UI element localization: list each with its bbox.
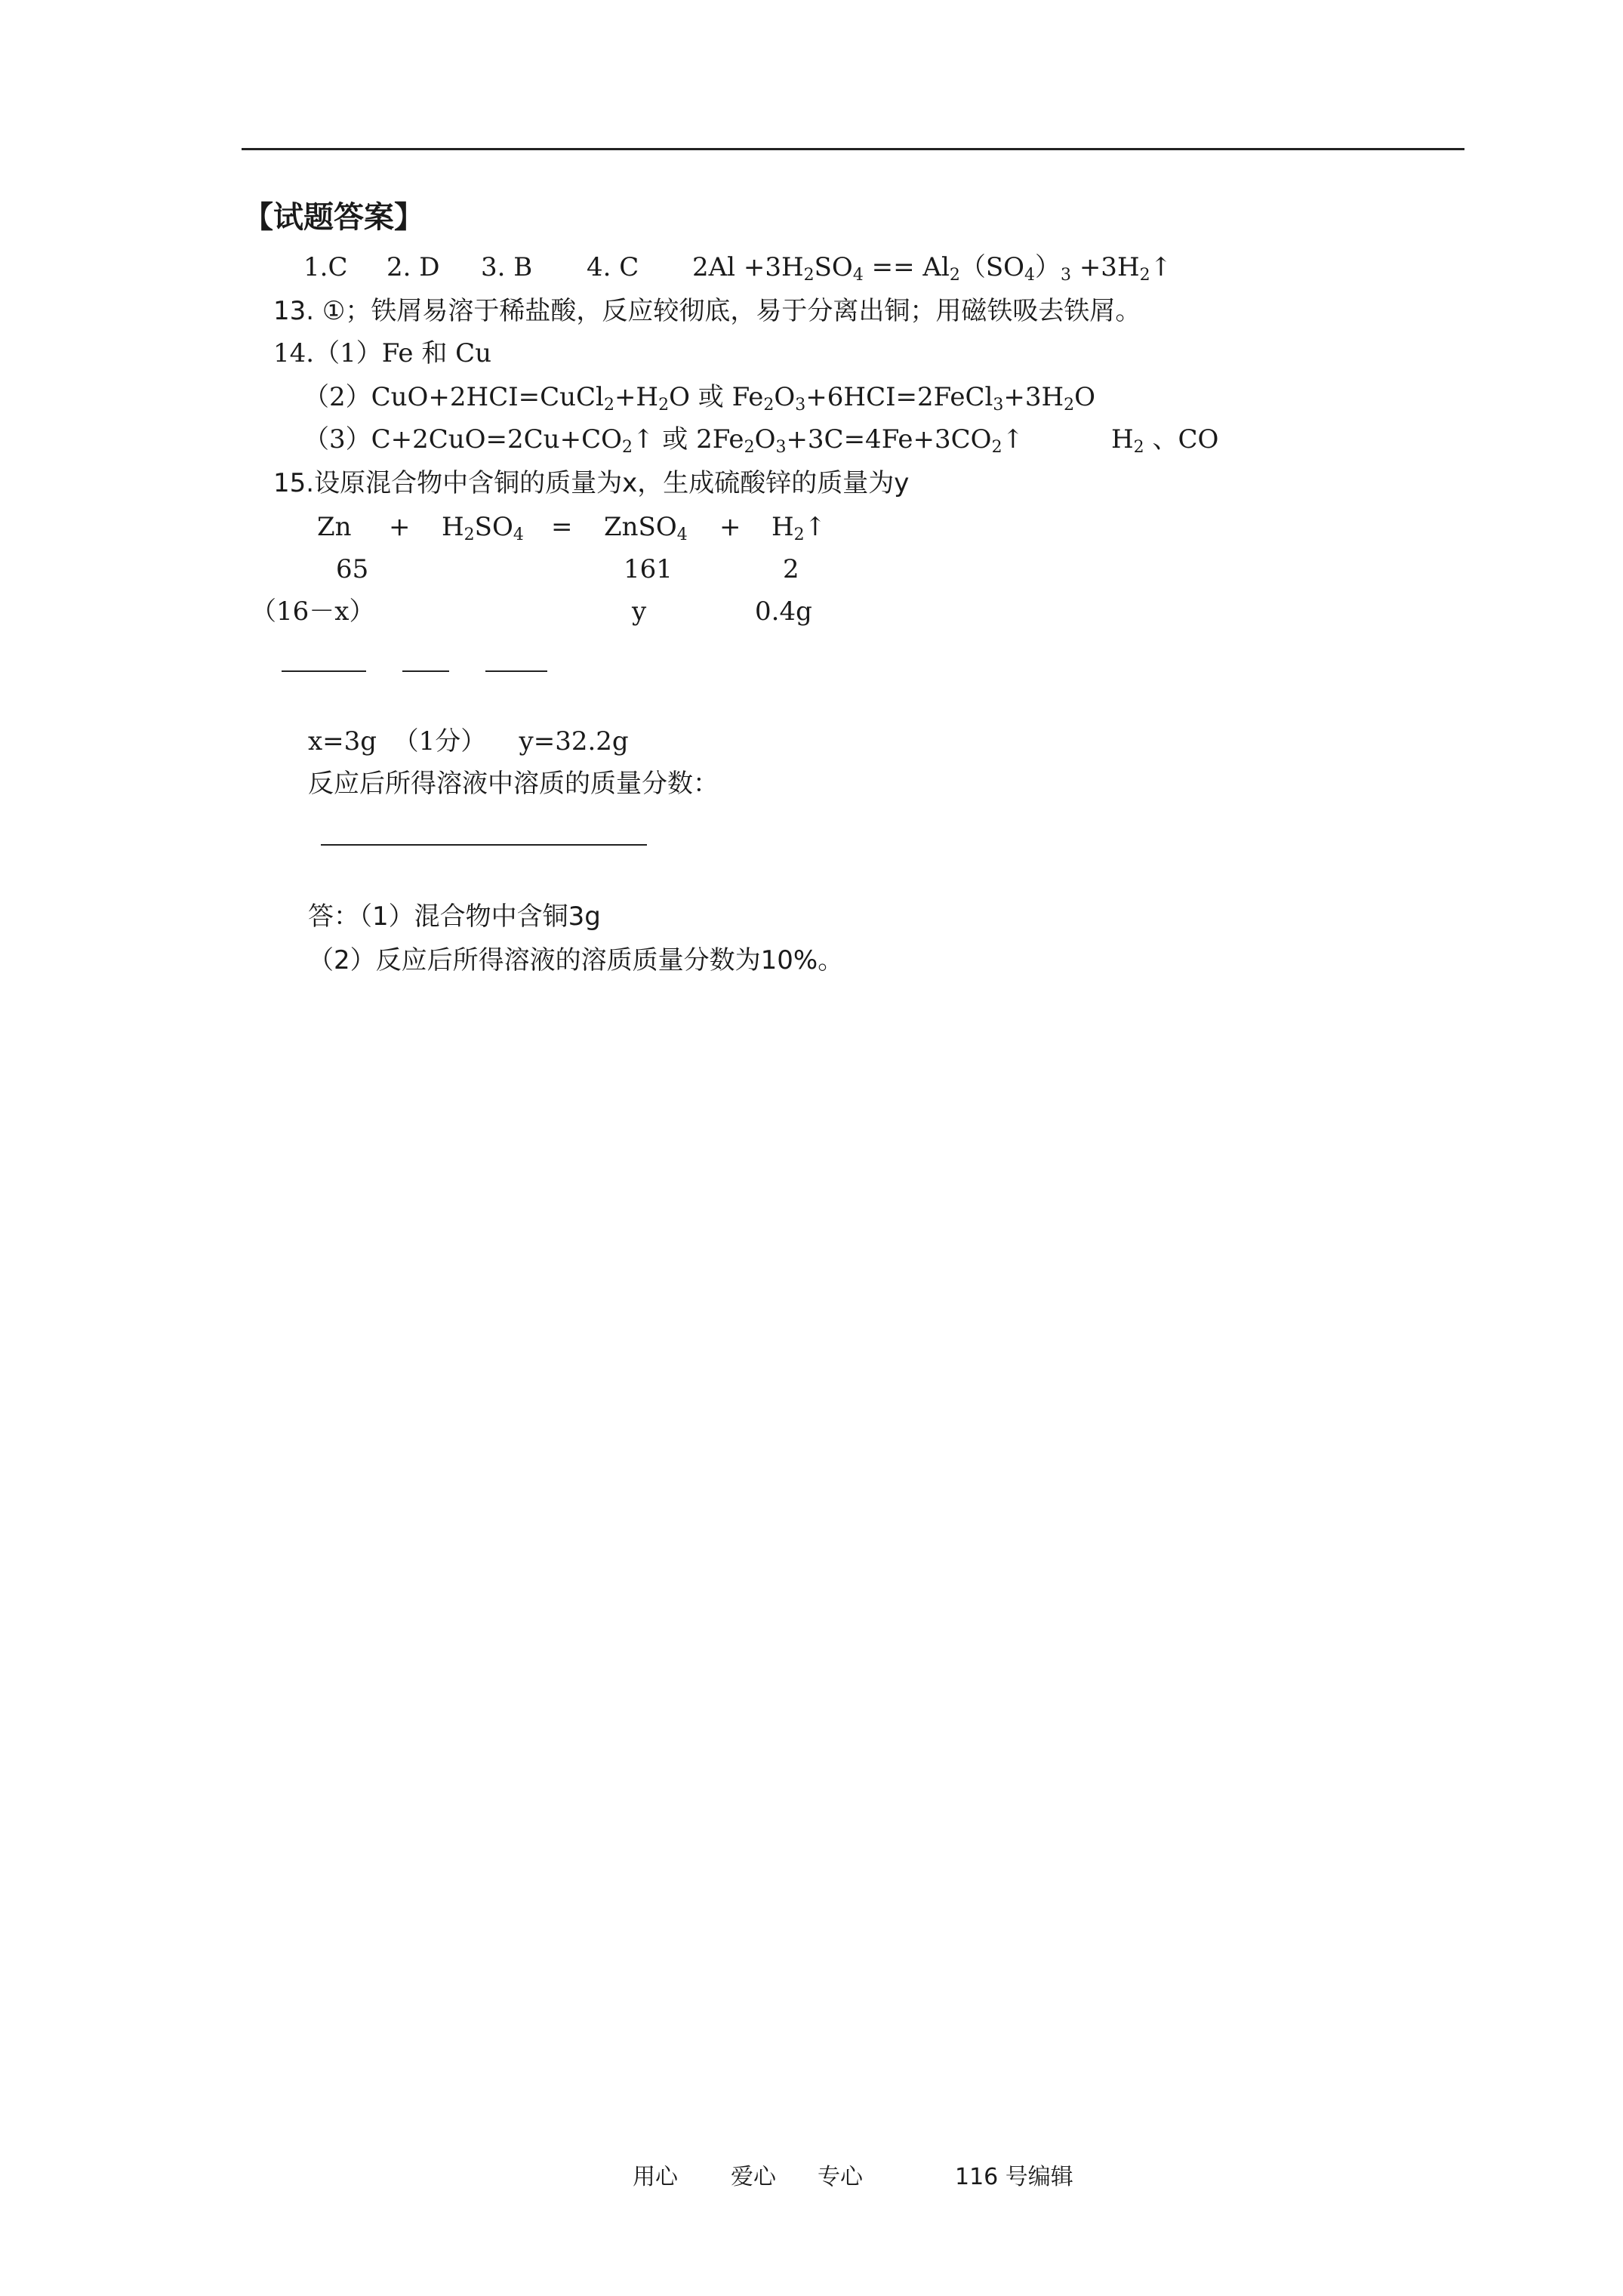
question-14-gases: $H_2$ 、CO [1111, 424, 1219, 457]
footer-text-1: 用心 [633, 2164, 678, 2190]
final-answer-2: （2）反应后所得溶液的溶质质量分数为10%。 [308, 945, 844, 975]
question-13-answer: 13. ①；铁屑易溶于稀盐酸，反应较彻底，易于分离出铜；用磁铁吸去铁屑。 [273, 296, 1141, 326]
mass-fraction-label: 反应后所得溶液中溶质的质量分数： [308, 769, 719, 799]
plus-sign-2: + [719, 512, 741, 542]
section-title: 【试题答案】 [243, 200, 424, 235]
plus-sign-1: + [389, 512, 411, 542]
unknown-zn: （16－x） [251, 596, 375, 627]
solution-result: x=3g （1分） y=32.2g [308, 726, 629, 757]
footer-text-4: 116 号编辑 [955, 2164, 1073, 2190]
mass-znso4: 161 [624, 554, 673, 584]
footer-text-3: 专心 [818, 2164, 863, 2190]
footer-text-2: 爱心 [731, 2164, 776, 2190]
question-14-part2: $(2)CuO+2HCI=CuCl_2+H_2O$ 或 $Fe_2O_3+6HCI=2FeCl_3+3H_2O$ [303, 382, 1096, 415]
question-14-part1: 14.（1）Fe 和 Cu [273, 338, 492, 368]
product-h2: $H_2↑$ [771, 512, 827, 544]
answer-1: 1.C [303, 252, 348, 282]
aluminum-equation: $2Al +3H_2SO_4 == Al_2(SO_4)_3$ $+3H_2↑$ [692, 252, 1172, 285]
reactant-zn: Zn [317, 512, 352, 542]
mass-zn: 65 [336, 554, 369, 584]
question-15-intro: 15.设原混合物中含铜的质量为x，生成硫酸锌的质量为y [273, 468, 910, 498]
equals-sign: = [551, 512, 573, 542]
fraction-bar-3 [485, 670, 547, 672]
product-znso4: ZnSO$_4$ [604, 512, 688, 544]
final-answer-1: 答：（1）混合物中含铜3g [308, 901, 601, 932]
header-rule [242, 148, 1464, 150]
mass-h2: 2 [783, 554, 799, 584]
fraction-bar-4 [321, 844, 647, 846]
reactant-h2so4: $H_2SO_4$ [442, 512, 524, 544]
unknown-znso4: y [632, 596, 647, 627]
fraction-bar-1 [282, 670, 366, 672]
answer-3: 3. B [481, 252, 533, 282]
fraction-bar-2 [402, 670, 449, 672]
answer-4: 4. C [587, 252, 639, 282]
question-14-part3: $(3)C+2CuO=2Cu+CO_2↑$ 或 $2Fe_2O_3+3C=4Fe+3CO_2↑$ [303, 424, 1024, 457]
answer-2: 2. D [387, 252, 440, 282]
known-h2: 0.4g [755, 596, 812, 627]
